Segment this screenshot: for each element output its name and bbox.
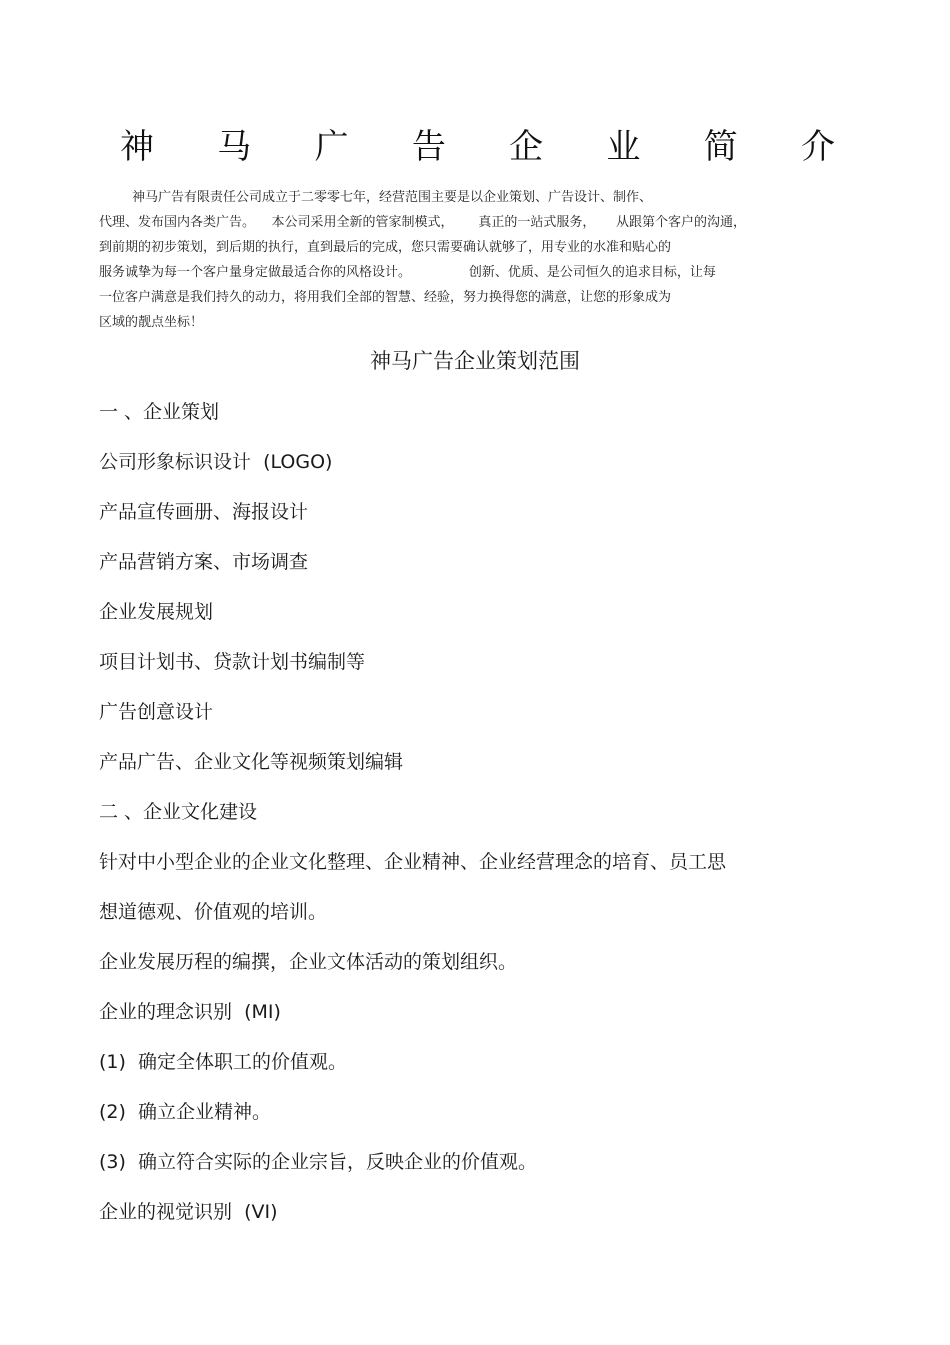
intro-paragraph — [99, 185, 834, 335]
list-item: (2) 确立企业精神。 — [99, 1101, 271, 1123]
intro-line: 神马广告有限责任公司成立于二零零七年，经营范围主要是以企业策划、广告设计、制作、 — [99, 190, 653, 205]
list-item: 企业发展历程的编撰，企业文体活动的策划组织。 — [99, 951, 518, 973]
list-item: 产品宣传画册、海报设计 — [99, 501, 309, 523]
list-item: 产品营销方案、市场调查 — [99, 551, 309, 573]
intro-line: 区域的靓点坐标！ — [99, 315, 204, 330]
title-char: 业 — [606, 127, 641, 167]
intro-line: 一位客户满意是我们持久的动力，将用我们全部的智慧、经验，努力换得您的满意，让您的形象成为 — [99, 290, 672, 305]
list-item: 广告创意设计 — [99, 701, 214, 723]
list-item: 企业的理念识别 (MI) — [99, 1001, 281, 1023]
scope-list — [99, 393, 839, 1243]
list-item: 产品广告、企业文化等视频策划编辑 — [99, 751, 404, 773]
intro-line: 到前期的初步策划，到后期的执行，直到最后的完成，您只需要确认就够了，用专业的水准和贴心的 — [99, 240, 672, 255]
list-item: 公司形象标识设计 (LOGO) — [99, 451, 333, 473]
list-item: 针对中小型企业的企业文化整理、企业精神、企业经营理念的培育、员工思 — [99, 851, 727, 873]
title-char: 广 — [314, 127, 349, 167]
title-char: 介 — [800, 127, 835, 167]
intro-line: 服务诚挚为每一个客户量身定做最适合你的风格设计。 创新、优质、是公司恒久的追求目标，让每 — [99, 265, 716, 280]
list-item: (1) 确定全体职工的价值观。 — [99, 1051, 347, 1073]
list-item: 企业发展规划 — [99, 601, 214, 623]
list-item: 企业的视觉识别 (VI) — [99, 1201, 278, 1223]
section-subtitle: 神马广告企业策划范围 — [370, 349, 580, 373]
section-heading-culture: 二 、企业文化建设 — [99, 801, 258, 823]
title-char: 神 — [120, 127, 154, 167]
title-char: 企 — [509, 127, 544, 167]
intro-line: 代理、发布国内各类广告。 本公司采用全新的管家制模式， 真正的一站式服务， 从跟第个客户的沟通， — [99, 215, 746, 230]
title-char: 告 — [411, 127, 446, 167]
page-title — [120, 124, 835, 170]
section-heading-planning: 一 、企业策划 — [99, 401, 220, 423]
list-item: 项目计划书、贷款计划书编制等 — [99, 651, 366, 673]
list-item: 想道德观、价值观的培训。 — [99, 901, 328, 923]
title-char: 马 — [217, 127, 252, 167]
title-char: 简 — [703, 127, 738, 167]
list-item: (3) 确立符合实际的企业宗旨，反映企业的价值观。 — [99, 1151, 537, 1173]
